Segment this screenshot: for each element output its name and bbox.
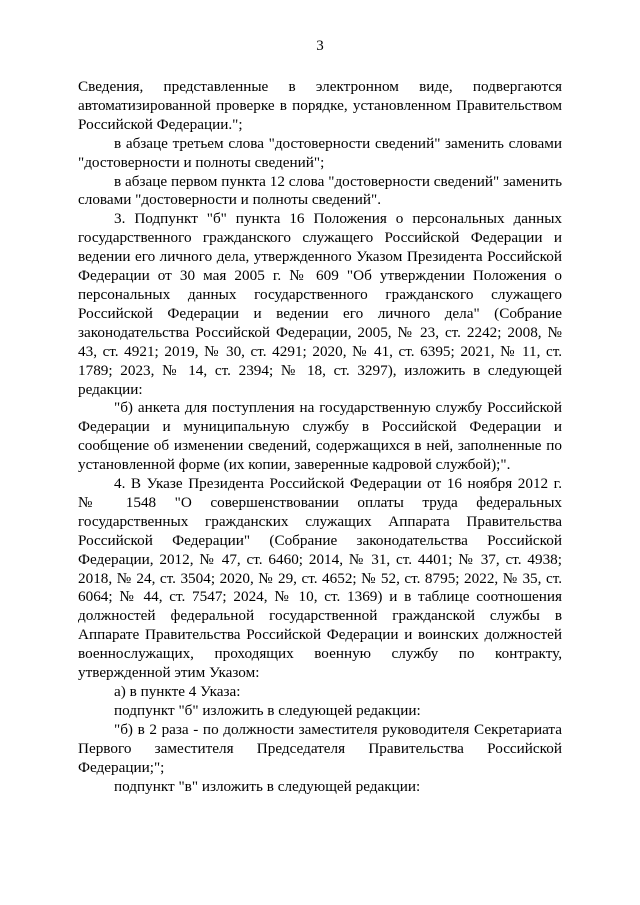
paragraph: в абзаце третьем слова "достоверности сведений" заменить словами "достоверности и полноты сведений"; — [78, 134, 562, 171]
paragraph: Сведения, представленные в электронном виде, подвергаются автоматизированной проверке в порядке, установленном Правительством Российской Федерации."; — [78, 78, 562, 133]
page-number: 3 — [316, 38, 324, 54]
paragraph: а) в пункте 4 Указа: — [114, 683, 241, 700]
paragraph: подпункт "в" изложить в следующей редакции: — [114, 777, 421, 795]
document-body — [78, 78, 562, 796]
paragraph: в абзаце первом пункта 12 слова "достоверности сведений" заменить словами "достоверности и полноты сведений". — [78, 172, 562, 209]
paragraph: "б) в 2 раза - по должности заместителя руководителя Секретариата Первого заместителя Председателя Правительства Российской Федерации;"; — [78, 720, 562, 776]
paragraph: 3. Подпункт "б" пункта 16 Положения о персональных данных государственного гражданского служащего Российской Федерации и ведении его личного дела, утвержденного Указом Президента Российской Федерации от 30 мая 2005 г. № 609 "Об утверждении Положения о персональных данных государственного гражданского служащего Российской Федерации и ведении его личного дела" (Собрание законодательства Российской Федерации, 2005, № 23, ст. 2242; 2008, № 43, ст. 4921; 2019, № 30, ст. 4291; 2020, № 41, ст. 6395; 2021, № 11, ст. 1789; 2023, № 14, ст. 2394; № 18, ст. 3297), изложить в следующей редакции: — [78, 210, 562, 398]
paragraph: подпункт "б" изложить в следующей редакции: — [114, 701, 421, 719]
paragraph: 4. В Указе Президента Российской Федерации от 16 ноября 2012 г. № 1548 "О совершенствовании оплаты труда федеральных государственных гражданских служащих Аппарата Правительства Российской Федерации" (Собрание законодательства Российской Федерации, 2012, № 47, ст. 6460; 2014, № 31, ст. 4401; № 37, ст. 4938; 2018, № 24, ст. 3504; 2020, № 29, ст. 4652; № 52, ст. 8795; 2022, № 35, ст. 6064; № 44, ст. 7547; 2024, № 10, ст. 1369) и в таблице соотношения должностей федеральной государственной гражданской службы в Аппарате Правительства Российской Федерации и воинских должностей военнослужащих, проходящих военную службу по контракту, утвержденной этим Указом: — [78, 475, 562, 682]
paragraph: "б) анкета для поступления на государственную службу Российской Федерации и муниципальную службу в Российской Федерации и сообщение об изменении сведений, содержащихся в ней, заполненные по установленной форме (их копии, заверенные кадровой службой);". — [78, 399, 562, 474]
